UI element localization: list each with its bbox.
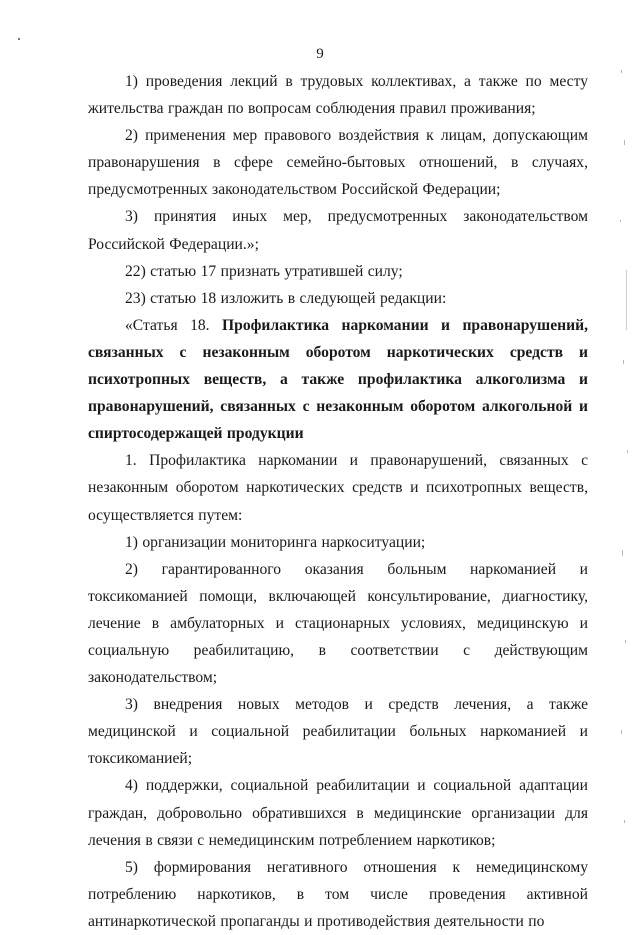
- clause-1-item-4: 4) поддержки, социальной реабилитации и социальной адаптации граждан, добровольно обратившихся в медицинские организации для лечения в связи с немедицинским потреблением наркотиков;: [88, 777, 588, 849]
- paragraph-item-23: 23) статью 18 изложить в следующей редакции:: [125, 289, 447, 307]
- document-body: [88, 68, 588, 935]
- scan-edge-noise: [618, 30, 632, 880]
- article-18-heading: [88, 312, 588, 447]
- clause-1-item-2: 2) гарантированного оказания больным наркоманией и токсикоманией помощи, включающей консультирование, диагностику, лечение в амбулаторных и стационарных условиях, медицинскую и социальную реабилитацию, в соответствии с действующим законодательством;: [88, 560, 588, 687]
- clause-1-item-1: 1) организации мониторинга наркоситуации;: [125, 533, 426, 551]
- paragraph-item-1: 1) проведения лекций в трудовых коллективах, а также по месту жительства граждан по вопросам соблюдения правил проживания;: [88, 73, 588, 118]
- paragraph-item-22: 22) статью 17 признать утратившей силу;: [125, 262, 403, 280]
- article-18-title: Профилактика наркомании и правонарушений, связанных с незаконным оборотом наркотических средств и психотропных веществ, а также профилактика алкоголизма и правонарушений, связанных с незаконным оборотом алкогольной и спиртосодержащей продукции: [88, 316, 588, 443]
- clause-1-item-3: 3) внедрения новых методов и средств лечения, а также медицинской и социальной реабилитации больных наркоманией и токсикоманией;: [88, 696, 588, 768]
- page-number: 9: [316, 46, 324, 62]
- paragraph-item-2: 2) применения мер правового воздействия к лицам, допускающим правонарушения в сфере семейно-бытовых отношений, в случаях, предусмотренных законодательством Российской Федерации;: [88, 127, 588, 199]
- clause-1-item-5: 5) формирования негативного отношения к немедицинскому потреблению наркотиков, в том числе проведения активной антинаркотической пропаганды и противодействия деятельности по: [88, 858, 588, 930]
- article-18-label: «Статья 18.: [125, 316, 223, 334]
- article-18-clause-1: 1. Профилактика наркомании и правонарушений, связанных с незаконным оборотом наркотических средств и психотропных веществ, осуществляется путем:: [88, 452, 588, 524]
- paragraph-item-3: 3) принятия иных мер, предусмотренных законодательством Российской Федерации.»;: [88, 208, 588, 253]
- scan-speck: [18, 38, 20, 40]
